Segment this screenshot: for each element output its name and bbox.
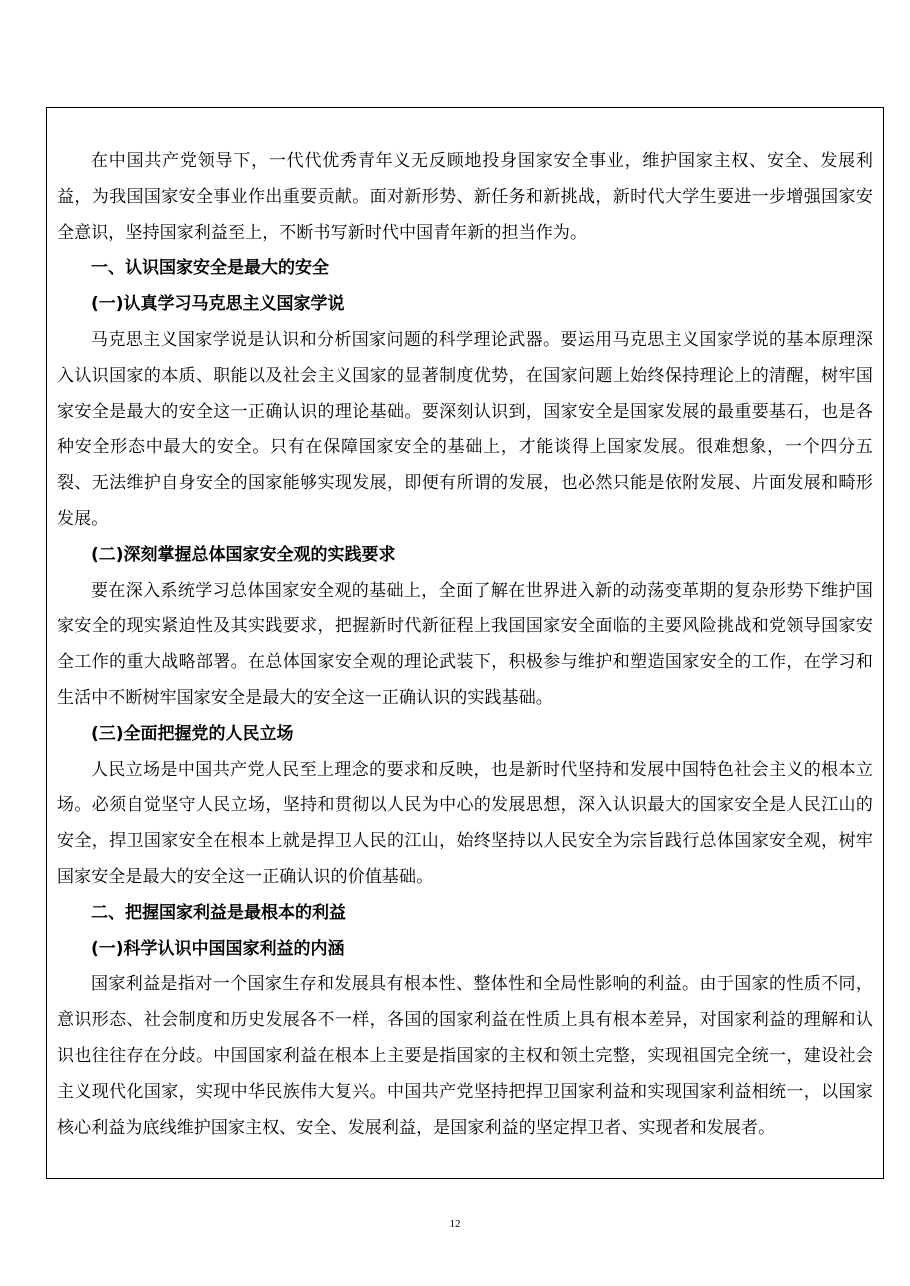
paragraph-1-1: 马克思主义国家学说是认识和分析国家问题的科学理论武器。要运用马克思主义国家学说的基本原理深入认识国家的本质、职能以及社会主义国家的显著制度优势，在国家问题上始终保持理论上的清醒，树牢国家安全是最大的安全这一正确认识的理论基础。要深刻认识到，国家安全是国家发展的最重要基石，也是各种安全形态中最大的安全。只有在保障国家安全的基础上，才能谈得上国家发展。很难想象，一个四分五裂、无法维护自身安全的国家能够实现发展，即便有所谓的发展，也必然只能是依附发展、片面发展和畸形发展。 [57, 329, 873, 529]
document-body [57, 144, 873, 1146]
subsection-heading-1-1: (一)认真学习马克思主义国家学说 [91, 294, 345, 315]
page-number: 12 [449, 1218, 461, 1230]
paragraph-1-3: 人民立场是中国共产党人民至上理念的要求和反映，也是新时代坚持和发展中国特色社会主义的根本立场。必须自觉坚守人民立场，坚持和贯彻以人民为中心的发展思想，深入认识最大的国家安全是人民江山的安全，捍卫国家安全在根本上就是捍卫人民的江山，始终坚持以人民安全为宗旨践行总体国家安全观，树牢国家安全是最大的安全这一正确认识的价值基础。 [57, 759, 873, 887]
subsection-heading-1-2: (二)深刻掌握总体国家安全观的实践要求 [91, 544, 396, 565]
paragraph-1-2: 要在深入系统学习总体国家安全观的基础上，全面了解在世界进入新的动荡变革期的复杂形势下维护国家安全的现实紧迫性及其实践要求，把握新时代新征程上我国国家安全面临的主要风险挑战和党领导国家安全工作的重大战略部署。在总体国家安全观的理论武装下，积极参与维护和塑造国家安全的工作，在学习和生活中不断树牢国家安全是最大的安全这一正确认识的实践基础。 [57, 580, 873, 708]
intro-paragraph: 在中国共产党领导下，一代代优秀青年义无反顾地投身国家安全事业，维护国家主权、安全、发展利益，为我国国家安全事业作出重要贡献。面对新形势、新任务和新挑战，新时代大学生要进一步增强国家安全意识，坚持国家利益至上，不断书写新时代中国青年新的担当作为。 [57, 151, 873, 243]
section-heading-2: 二、把握国家利益是最根本的利益 [91, 902, 346, 923]
subsection-heading-2-1: (一)科学认识中国国家利益的内涵 [91, 938, 345, 959]
paragraph-2-1: 国家利益是指对一个国家生存和发展具有根本性、整体性和全局性影响的利益。由于国家的性质不同，意识形态、社会制度和历史发展各不一样，各国的国家利益在性质上具有根本差异，对国家利益的理解和认识也往往存在分歧。中国国家利益在根本上主要是指国家的主权和领土完整，实现祖国完全统一，建设社会主义现代化国家，实现中华民族伟大复兴。中国共产党坚持把捍卫国家利益和实现国家利益相统一，以国家核心利益为底线维护国家主权、安全、发展利益，是国家利益的坚定捍卫者、实现者和发展者。 [57, 974, 873, 1138]
section-heading-1: 一、认识国家安全是最大的安全 [91, 258, 329, 279]
content-frame [46, 107, 884, 1179]
subsection-heading-1-3: (三)全面把握党的人民立场 [91, 723, 294, 744]
